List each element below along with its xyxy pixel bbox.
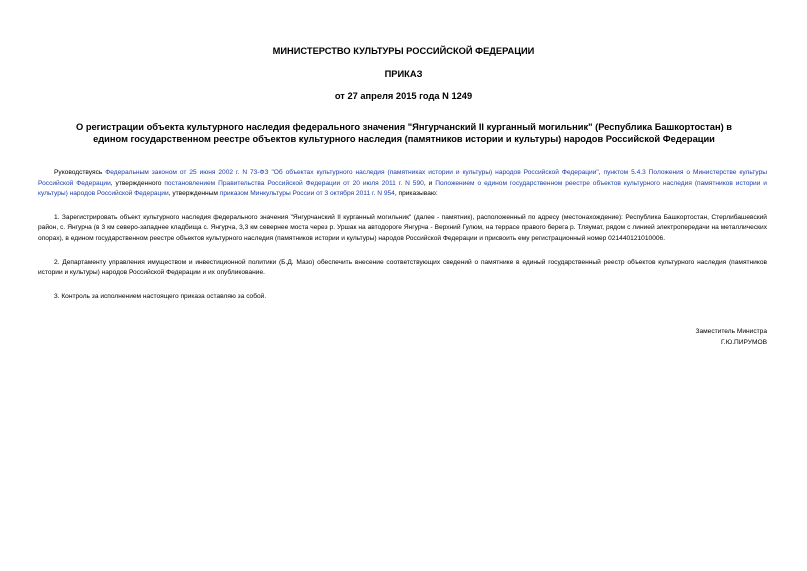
preamble-text: Руководствуясь	[54, 169, 106, 176]
order-item-3: 3. Контроль за исполнением настоящего приказа оставляю за собой.	[54, 292, 267, 300]
order-date: от 27 апреля 2015 года N 1249	[334, 91, 473, 101]
order-heading: ПРИКАЗ	[384, 69, 423, 79]
ministry-order-link[interactable]: приказом Минкультуры России от 3 октября 2011 г. N 954	[219, 190, 395, 198]
ministry-regulation-link[interactable]: пунктом 5.4.3 Положения о Министерстве культуры Российской Федерации	[38, 169, 767, 187]
preamble-text: , приказываю:	[394, 190, 438, 198]
order-item-1: 1. Зарегистрировать объект культурного наследия федерального значения "Янгурчанский II курганный могильник" (далее - памятник), расположенный по адресу (местонахождение): Республика Башкортостан, Стерлибашевский район, с. Янгурча (в 3 км северо-западнее кладбища с. Янгурча, 3,3 км севернее моста через р. Уршак на автодороге Янгурча - Верхний Гулюм, на террасе правого берега р. Тляумат, рядом с линией электропередачи на металлических опорах), в едином государственном реестре объектов культурного наследия (памятников истории и культуры) народов Российской Федерации и присвоить ему регистрационный номер 021440121010006.	[38, 213, 767, 242]
order-item-2: 2. Департаменту управления имуществом и инвестиционной политики (Б.Д. Мазо) обеспечить внесение соответствующих сведений о памятнике в единый государственный реестр объектов культурного наследия (памятников истории и культуры) народов Российской Федерации и их опубликование.	[38, 258, 767, 277]
signature-block	[695, 327, 767, 348]
preamble-text: , и	[423, 179, 436, 187]
preamble-paragraph	[38, 168, 767, 200]
document-title: О регистрации объекта культурного наследия федерального значения "Янгурчанский II курганный могильник" (Республика Башкортостан) в едином государственном реестре объектов культурного наследия (памятников истории и культуры) народов Российской Федерации	[76, 122, 732, 144]
registry-regulation-link[interactable]: Положением о едином государственном реестре объектов культурного наследия (памятников истории и культуры) народов Российской Федерации	[38, 179, 767, 198]
signatory-position: Заместитель Министра	[695, 328, 767, 335]
preamble-text: , утвержденного	[110, 179, 165, 187]
document-body	[38, 168, 767, 315]
signatory-name: Г.Ю.ПИРУМОВ	[720, 338, 767, 346]
preamble-text: ,	[598, 169, 604, 176]
federal-law-link[interactable]: Федеральным законом от 25 июня 2002 г. N 73-ФЗ "Об объектах культурного наследия (памятниках истории и культуры) народов Российской Федерации"	[105, 169, 599, 176]
ministry-heading: МИНИСТЕРСТВО КУЛЬТУРЫ РОССИЙСКОЙ ФЕДЕРАЦИИ	[272, 46, 535, 56]
preamble-text: , утвержденным	[168, 190, 220, 198]
government-decree-link[interactable]: постановлением Правительства Российской Федерации от 20 июля 2011 г. N 590	[164, 179, 424, 187]
